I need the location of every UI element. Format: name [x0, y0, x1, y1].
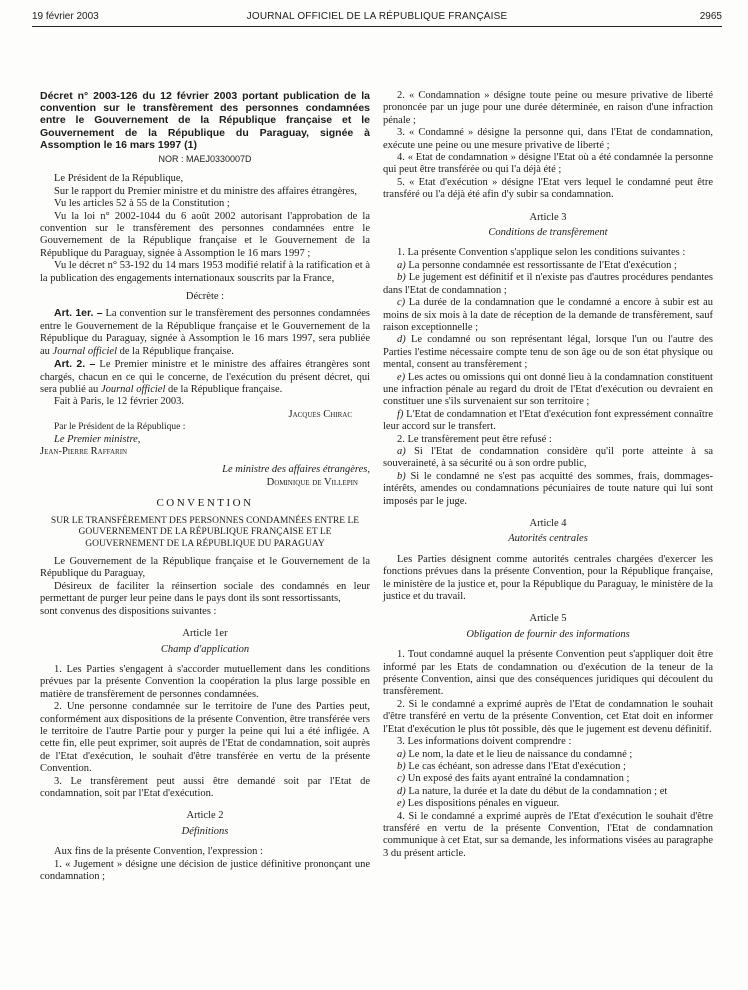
article-2-para-3: 3. « Condamné » désigne la personne qui, dans l'Etat de condamnation, exécute une peine ou une mesure privative de liberté ; [383, 127, 713, 151]
convention-preamble-2: Désireux de faciliter la réinsertion sociale des condamnés en leur permettant de purger leur peine dans le pays dont ils sont ressortissants, [40, 580, 370, 605]
article-1-para-2: 2. Une personne condamnée sur le territoire de l'une des Parties peut, conformément aux dispositions de la présente Convention, être transférée vers le territoire de l'autre Partie pour y purger la peine qui lui a été infligée. A cette fin, elle peut exprimer, soit auprès de l'Etat de condamnation, soit auprès de l'Etat d'exécution, le souhait d'être transférée en vertu de la présente Convention. [40, 701, 370, 775]
preamble-report: Sur le rapport du Premier ministre et du ministre des affaires étrangères, [54, 185, 358, 197]
article-5-item-e: e) Les dispositions pénales en vigueur. [397, 798, 560, 810]
article-5-item-c: c) Un exposé des faits ayant entraîné la condamnation ; [397, 773, 630, 785]
right-column [383, 90, 713, 860]
article-1-para-3: 3. Le transfèrement peut aussi être demandé soit par l'Etat de condamnation, soit par l'Etat d'exécution. [40, 775, 370, 799]
preamble-decree: Vu le décret n° 53-192 du 14 mars 1953 modifié relatif à la ratification et à la publication des engagements internationaux souscrits par la France, [40, 260, 370, 284]
par-le-president: Par le Président de la République : [54, 422, 186, 433]
decrete-heading: Décrète : [185, 291, 225, 303]
preamble-constitution: Vu les articles 52 à 55 de la Constitution ; [54, 198, 230, 210]
convention-preamble-3: sont convenus des dispositions suivantes : [40, 605, 217, 617]
article-3-item-b: b) Le jugement est définitif et il n'existe pas d'autres procédures pendantes dans l'Etat de condamnation ; [383, 272, 713, 296]
article-3-heading: Article 3 [529, 211, 567, 223]
decree-art2-label: Art. 2. – [54, 358, 96, 371]
left-column [40, 90, 370, 883]
article-1-para-1: 1. Les Parties s'engagent à s'accorder mutuellement dans les conditions prévues par la présente Convention la coopération la plus large possible en matière de transfèrement de personnes condamnées. [40, 663, 370, 700]
article-3-item-e: e) Les actes ou omissions qui ont donné lieu à la condamnation constituent une infraction pénale au regard du droit de l'Etat d'exécution ou devraient en constituer une s'ils survenaient sur son territoire ; [383, 371, 713, 408]
article-3-item-d: d) Le condamné ou son représentant légal, lorsque l'un ou l'autre des Parties l'estime nécessaire compte tenu de son âge ou de son état physique ou mental, consent au transfèrement ; [383, 334, 713, 371]
article-2-para-5: 5. « Etat d'exécution » désigne l'Etat vers lequel le condamné peut être transféré ou l'a déjà été afin d'y subir sa condamnation. [383, 176, 713, 201]
issue-date: 19 février 2003 [32, 11, 99, 22]
decree-article-1: Art. 1er. – La convention sur le transfèrement des personnes condamnées entre le Gouvernement de la République française et le Gouvernement de la République du Paraguay, signée à Assomption le 16 mars 1997, sera publiée au Journal officiel de la République française. [40, 307, 370, 357]
article-4-para-1: Les Parties désignent comme autorités centrales chargées d'exercer les fonctions prévues dans la présente Convention, pour la République française, le ministère de la justice et, pour la République du Paraguay, le ministère de la justice et du travail. [383, 553, 713, 603]
nor-code: MAEJ0330007D [185, 154, 252, 165]
mae-title: Le ministre des affaires étrangères, [222, 464, 370, 476]
page-number: 2965 [699, 11, 722, 22]
article-3-subtitle: Conditions de transfèrement [488, 227, 608, 239]
article-5-para-3: 3. Les informations doivent comprendre : [397, 736, 572, 748]
page-header [32, 8, 722, 27]
article-5-item-b: b) Le cas échéant, son adresse dans l'Etat d'exécution ; [397, 760, 626, 772]
article-2-intro: Aux fins de la présente Convention, l'expression : [54, 846, 263, 858]
fait-a-paris: Fait à Paris, le 12 février 2003. [54, 396, 185, 408]
article-3-item-a: a) La personne condamnée est ressortissante de l'Etat d'exécution ; [397, 259, 677, 271]
article-5-subtitle: Obligation de fournir des informations [466, 628, 630, 640]
article-5-heading: Article 5 [529, 613, 567, 625]
article-3-item-c: c) La durée de la condamnation que le condamné a encore à subir est au moins de six mois à la date de réception de la demande de transfèrement, sauf raison exceptionnelle ; [383, 297, 713, 333]
article-2-heading: Article 2 [186, 810, 224, 822]
article-5-para-1: 1. Tout condamné auquel la présente Convention peut s'appliquer doit être informé par les Etats de condamnation ou d'exécution de la teneur de la présente Convention, ainsi que des conséquences juridiques qui découlent du transfèrement. [383, 649, 713, 698]
convention-heading: CONVENTION [156, 497, 254, 510]
nor-label: NOR : [158, 154, 186, 165]
article-5-item-d: d) La nature, la durée et la date du début de la condamnation ; et [397, 785, 668, 797]
preamble-law: Vu la loi n° 2002-1044 du 6 août 2002 autorisant l'approbation de la convention sur le transfèrement des personnes condamnées entre le Gouvernement de la République française et le Gouvernement de la République du Paraguay, signée à Assomption le 16 mars 1997 ; [40, 210, 370, 259]
pm-title: Le Premier ministre, [54, 433, 141, 445]
nor-reference [40, 153, 370, 165]
article-1-heading: Article 1er [182, 628, 228, 640]
decree-title: Décret n° 2003-126 du 12 février 2003 portant publication de la convention sur le transfèrement des personnes condamnées entre le Gouvernement de la République française et le Gouvernement de la République du Paraguay, signée à Assomption le 16 mars 1997 (1) [40, 90, 370, 151]
preamble-president: Le Président de la République, [54, 173, 184, 185]
article-3-item-f: f) L'Etat de condamnation et l'Etat d'exécution font expressément connaître leur accord sur le transfert. [383, 408, 713, 433]
convention-subtitle: SUR LE TRANSFÈREMENT DES PERSONNES CONDAMNÉES ENTRE LE GOUVERNEMENT DE LA RÉPUBLIQUE FRANÇAISE ET LE GOUVERNEMENT DE LA RÉPUBLIQUE DU PARAGUAY [50, 515, 360, 549]
decree-article-2: Art. 2. – Le Premier ministre et le ministre des affaires étrangères sont chargés, chacun en ce qui le concerne, de l'exécution du présent décret, qui sera publié au Journal officiel de la République française. [40, 358, 371, 395]
convention-preamble-1: Le Gouvernement de la République française et le Gouvernement de la République du Paraguay, [40, 556, 370, 580]
article-2-subtitle: Définitions [181, 825, 229, 837]
signature-president: Jacques Chirac [288, 408, 352, 420]
article-2-para-2: 2. « Condamnation » désigne toute peine ou mesure privative de liberté prononcée par un juge pour une durée déterminée, en raison d'une infraction pénale ; [383, 90, 713, 126]
article-3-refusal-a: a) Si l'Etat de condamnation considère qu'il porte atteinte à sa souveraineté, à sa sécurité ou à son ordre public, [383, 445, 713, 470]
article-4-subtitle: Autorités centrales [508, 533, 588, 545]
article-4-heading: Article 4 [529, 518, 567, 529]
article-3-refusal-b: b) Si le condamné ne s'est pas acquitté des sommes, frais, dommages-intérêts, amendes ou condamnations pécuniaires de toute nature qui lui sont imposés par le juge. [383, 470, 714, 507]
article-3-para-2: 2. Le transfèrement peut être refusé : [397, 433, 552, 445]
article-5-para-2: 2. Si le condamné a exprimé auprès de l'Etat de condamnation le souhait d'être transféré en vertu de la présente Convention, cet Etat doit en informer l'Etat d'exécution le plus tôt possible, dès que le jugement est devenu définitif. [383, 698, 713, 735]
article-2-para-4: 4. « Etat de condamnation » désigne l'Etat où a été condamnée la personne qui peut être transférée ou qui l'a déjà été ; [383, 152, 713, 176]
article-2-para-1: 1. « Jugement » désigne une décision de justice définitive prononçant une condamnation ; [40, 858, 370, 883]
article-3-para-1: 1. La présente Convention s'applique selon les conditions suivantes : [397, 247, 686, 259]
mae-name: Dominique de Villepin [266, 476, 358, 488]
pm-name: Jean-Pierre Raffarin [40, 445, 128, 457]
article-5-item-a: a) Le nom, la date et le lieu de naissance du condamné ; [397, 748, 633, 760]
decree-art1-label: Art. 1er. – [54, 307, 103, 320]
journal-title: JOURNAL OFFICIEL DE LA RÉPUBLIQUE FRANÇAISE [246, 11, 508, 22]
article-5-para-4: 4. Si le condamné a exprimé auprès de l'Etat d'exécution le souhait d'être transféré en vertu de la présente Convention, l'Etat de condamnation communique à cet Etat, sur sa demande, les informations visées au paragraphe 3 du présent article. [383, 810, 713, 859]
article-1-subtitle: Champ d'application [160, 643, 250, 655]
